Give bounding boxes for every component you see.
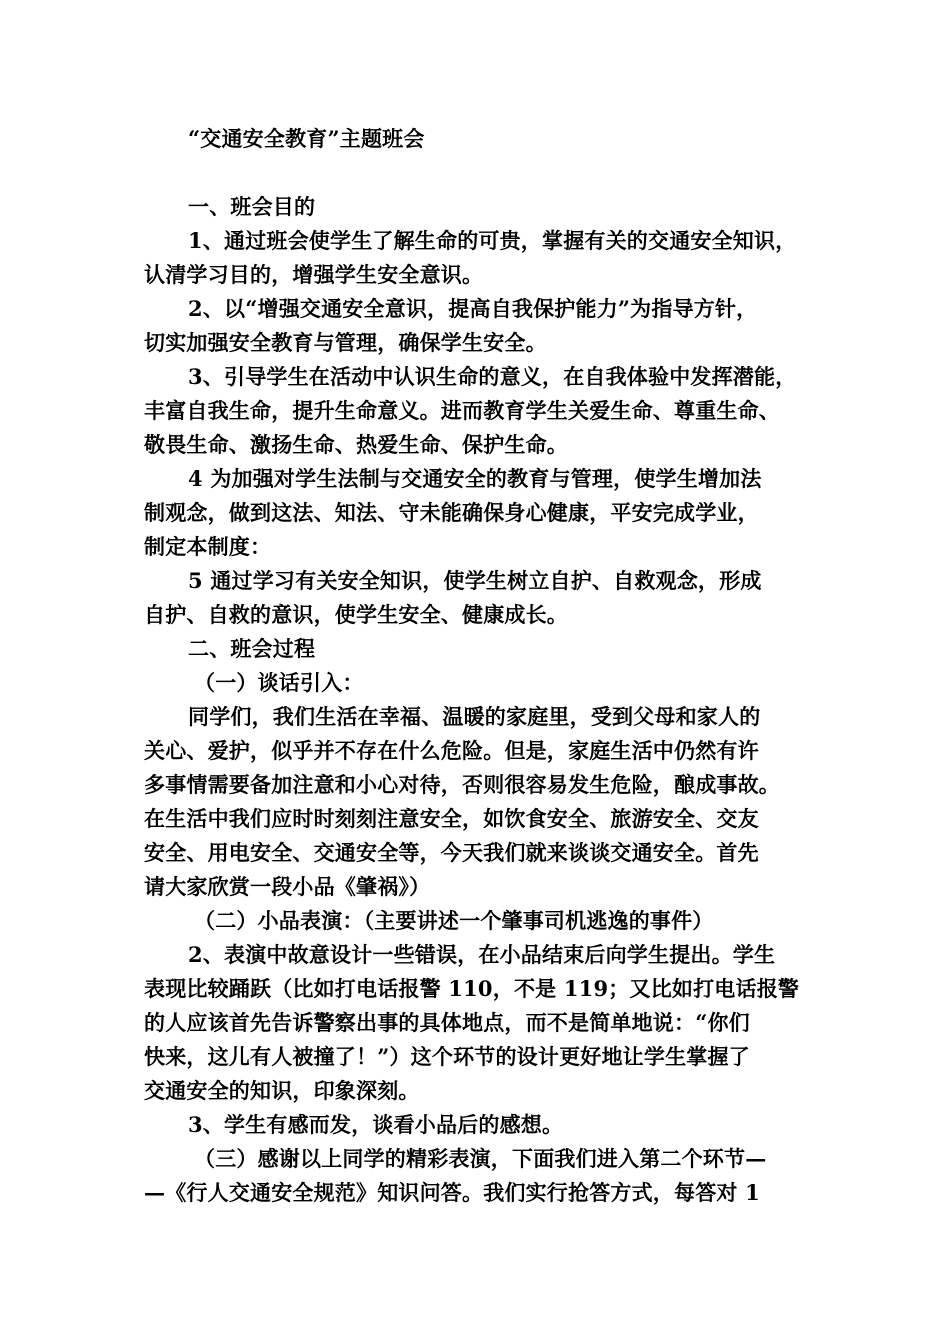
- document-body: [144, 122, 820, 1210]
- section-heading-purpose: 一、班会目的: [188, 194, 316, 219]
- paragraph-line: 的人应该首先告诉警察出事的具体地点，而不是简单地说：“你们: [144, 1010, 750, 1035]
- paragraph-line: 在生活中我们应时时刻刻注意安全，如饮食安全、旅游安全、交友: [144, 806, 759, 831]
- paragraph-line: 安全、用电安全、交通安全等，今天我们就来谈谈交通安全。首先: [144, 840, 759, 865]
- paragraph-line: —《行人交通安全规范》知识问答。我们实行抢答方式，每答对 1: [144, 1180, 760, 1205]
- paragraph-line: 2、以“增强交通安全意识，提高自我保护能力”为指导方针，: [188, 296, 758, 321]
- paragraph-line: 同学们，我们生活在幸福、温暖的家庭里，受到父母和家人的: [188, 704, 761, 729]
- paragraph-line: 1、通过班会使学生了解生命的可贵，掌握有关的交通安全知识，: [188, 228, 797, 253]
- document-title: “交通安全教育”主题班会: [188, 126, 425, 151]
- paragraph-line: 表现比较踊跃（比如打电话报警 110，不是 119；又比如打电话报警: [144, 976, 800, 1001]
- paragraph-line: 3、学生有感而发，谈看小品后的感想。: [188, 1112, 564, 1137]
- paragraph-line: 关心、爱护，似乎并不存在什么危险。但是，家庭生活中仍然有许: [144, 738, 759, 763]
- paragraph-line: 3、引导学生在活动中认识生命的意义，在自我体验中发挥潜能，: [188, 364, 797, 389]
- subsection-heading: （三）感谢以上同学的精彩表演，下面我们进入第二个环节—: [194, 1146, 767, 1171]
- paragraph-line: 4 为加强对学生法制与交通安全的教育与管理，使学生增加法: [188, 466, 762, 491]
- paragraph-line: 敬畏生命、激扬生命、热爱生命、保护生命。: [144, 432, 568, 457]
- paragraph-line: 5 通过学习有关安全知识，使学生树立自护、自救观念，形成: [188, 568, 762, 593]
- blank-line: [144, 156, 820, 190]
- paragraph-line: 请大家欣赏一段小品《肇祸》）: [144, 874, 431, 899]
- paragraph-line: 制观念，做到这法、知法、守未能确保身心健康，平安完成学业，: [144, 500, 759, 525]
- paragraph-line: 切实加强安全教育与管理，确保学生安全。: [144, 330, 547, 355]
- paragraph-line: 自护、自救的意识，使学生安全、健康成长。: [144, 602, 568, 627]
- paragraph-line: 2、表演中故意设计一些错误，在小品结束后向学生提出。学生: [188, 942, 776, 967]
- paragraph-line: 认清学习目的，增强学生安全意识。: [144, 262, 484, 287]
- subsection-heading: （二）小品表演：（主要讲述一个肇事司机逃逸的事件）: [194, 908, 714, 933]
- paragraph-line: 多事情需要备加注意和小心对待，否则很容易发生危险，酿成事故。: [144, 772, 780, 797]
- paragraph-line: 交通安全的知识，印象深刻。: [144, 1078, 420, 1103]
- subsection-heading: （一）谈话引入：: [194, 670, 364, 695]
- paragraph-line: 丰富自我生命，提升生命意义。进而教育学生关爱生命、尊重生命、: [144, 398, 780, 423]
- paragraph-line: 快来，这儿有人被撞了！”）这个环节的设计更好地让学生掌握了: [144, 1044, 750, 1069]
- paragraph-line: 制定本制度：: [144, 534, 272, 559]
- section-heading-process: 二、班会过程: [188, 636, 316, 661]
